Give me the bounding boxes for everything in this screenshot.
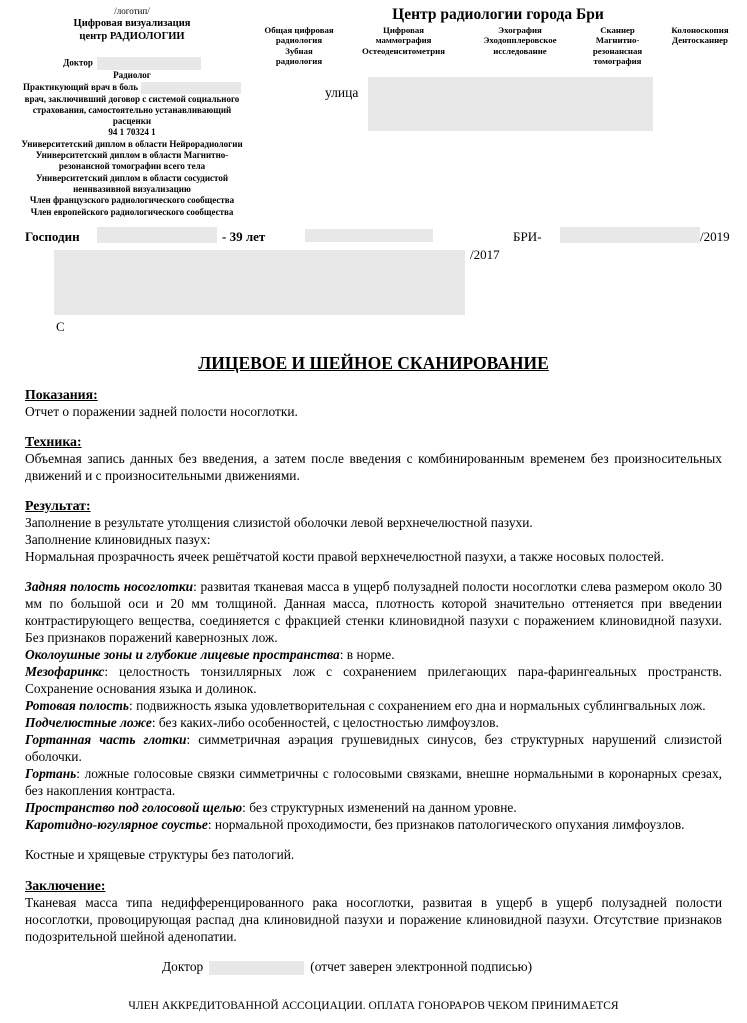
doctor-role: Радиолог: [113, 70, 151, 81]
finding-item: Пространство под голосовой щелью: без структурных изменений на данном уровне.: [25, 800, 517, 815]
logo-placeholder: /логотип/: [114, 6, 150, 16]
patient-age: - 39 лет: [222, 229, 266, 244]
signature-line: [25, 958, 722, 975]
clinic-name-line1: Цифровая визуализация: [73, 18, 191, 30]
finding-item: Ротовая полость: подвижность языка удовлетворительная с сохранением его дна и нормальных сублингвальных лож.: [25, 698, 706, 713]
redaction-hospital-name: [141, 82, 241, 94]
section-result: [25, 497, 722, 565]
credential-line: расценки: [112, 116, 152, 127]
section-text: Объемная запись данных без введения, а затем после введения с комбинированным временем без произносительных движений и с произносительными движениями.: [25, 451, 722, 483]
conclusion-text: Тканевая масса типа недифференцированного рака носоглотки, развитая в ущерб в ущерб полузадней полости носоглотки, провоцирующая распад дна клиновидной пазухи и поражение клиновидной пазухи. Отсутствие признаков подозрительной шейной аденопатии.: [25, 895, 722, 944]
finding-item: Околоушные зоны и глубокие лицевые пространства: в норме.: [25, 647, 395, 662]
finding-item: Гортанная часть глотки: симметричная аэрация грушевидных синусов, без структурных нарушений слизистой оболочки.: [25, 732, 722, 764]
result-intro-line: Заполнение в результате утолщения слизистой оболочки левой верхнечелюстной пазухи.: [25, 515, 533, 530]
service-column: Эхография Эходопплеровское исследование: [483, 25, 557, 56]
doctor-label: Доктор: [63, 57, 93, 68]
document-footer: ЧЛЕН АККРЕДИТОВАННОЙ АССОЦИАЦИИ. ОПЛАТА ГОНОРАРОВ ЧЕКОМ ПРИНИМАЕТСЯ: [128, 1000, 619, 1012]
finding-item: Каротидно-югулярное соустье: нормальной проходимости, без признаков патологического опухания лимфоузлов.: [25, 817, 685, 832]
redaction-patient-info: [305, 229, 433, 242]
prior-date-partial: /2017: [470, 247, 500, 262]
section-heading: Техника:: [25, 434, 82, 449]
finding-item: Задняя полость носоглотки: развитая тканевая масса в ущерб полузадней полости носоглотки слева размером около 30 мм по большой оси и 20 мм толщиной. Данная масса, плотность которой значительно оттеняется при введении контрастирующего вещества, соединяется с фракцией стенки клиновидной пазухи с поражением клиновидной пазухи. Без признаков поражений кавернозных лож.: [25, 579, 722, 645]
redaction-signature-name: [209, 961, 304, 975]
redaction-patient-name: [97, 227, 217, 243]
credential-line: Университетский диплом в области сосудистой: [35, 172, 229, 183]
credential-line: резонансной томографии всего тела: [58, 161, 206, 172]
redaction-patient-block: [54, 250, 465, 315]
credential-line: [8, 82, 256, 94]
finding-item: Подчелюстные ложе: без каких-либо особенностей, с целостностью лимфоузлов.: [25, 715, 499, 730]
section-heading: Показания:: [25, 387, 98, 402]
report-body: [25, 352, 722, 975]
credential-line: Университетский диплом в области Магнитно-: [35, 150, 229, 161]
service-column: Общая цифровая радиология Зубная радиология: [264, 25, 334, 67]
finding-item: Гортань: ложные голосовые связки симметричны с голосовыми связками, внешне нормальными в коронарных срезах, без накопления контраста.: [25, 766, 722, 798]
credential-text: Практикующий врач в боль: [23, 81, 138, 92]
signature-doctor-label: Доктор: [162, 959, 204, 974]
clinic-header-center: [256, 6, 740, 67]
service-column: Колоноскопия Дентосканнер: [671, 25, 729, 46]
credential-line: Член европейского радиологического сообщества: [30, 206, 234, 217]
spacer: [8, 43, 256, 57]
result-intro-line: Нормальная прозрачность ячеек решётчатой кости правой верхнечелюстной пазухи, а также носовых полостей.: [25, 549, 665, 564]
reference-year: /2019: [700, 229, 730, 244]
signature-note: (отчет заверен электронной подписью): [310, 959, 533, 974]
bones-note: Костные и хрящевые структуры без патологий.: [25, 847, 295, 862]
section-heading: Результат:: [25, 498, 91, 513]
section-heading: Заключение:: [25, 878, 106, 893]
credential-line: неинвазивной визуализацию: [73, 183, 191, 194]
credential-line: Университетский диплом в области Нейрорадиологии: [21, 138, 243, 149]
section-text: Отчет о поражении задней полости носоглотки.: [25, 404, 298, 419]
credential-line: страхования, самостоятельно устанавливающий: [32, 104, 232, 115]
finding-item: Мезофаринкс: целостность тонзиллярных лож с сохранением прилегающих пара-фарингеальных пространств. Сохранение основания языка и долинок.: [25, 664, 722, 696]
services-list: [256, 25, 740, 67]
report-title: ЛИЦЕВОЕ И ШЕЙНОЕ СКАНИРОВАНИЕ: [198, 353, 549, 373]
clinic-center-title: Центр радиологии города Бри: [392, 6, 604, 23]
redaction-reference-number: [560, 227, 700, 243]
section-conclusion: [25, 877, 722, 945]
credential-line: 94 1 70324 1: [108, 127, 156, 138]
service-column: Цифровая маммография Остеоденситометрия: [362, 25, 445, 56]
section-indications: [25, 386, 722, 420]
doctor-line: [8, 57, 256, 70]
clinic-letterhead: [8, 6, 256, 218]
redaction-address: [368, 77, 653, 131]
findings-list: [25, 578, 722, 833]
result-intro-line: Заполнение клиновидных пазух:: [25, 532, 211, 547]
clinic-name-line2: центр РАДИОЛОГИИ: [79, 30, 185, 42]
stray-initial: С: [56, 319, 65, 334]
credential-line: врач, заключивший договор с системой социального: [24, 93, 240, 104]
section-technique: [25, 433, 722, 484]
service-column: Сканнер Магнитно- резонансная томография: [592, 25, 643, 67]
credential-line: Член французского радиологического сообщества: [29, 195, 235, 206]
patient-salutation: Господин: [25, 229, 80, 244]
redaction-doctor-name: [97, 57, 201, 70]
address-label: улица: [325, 85, 359, 100]
reference-prefix: БРИ-: [513, 229, 542, 244]
